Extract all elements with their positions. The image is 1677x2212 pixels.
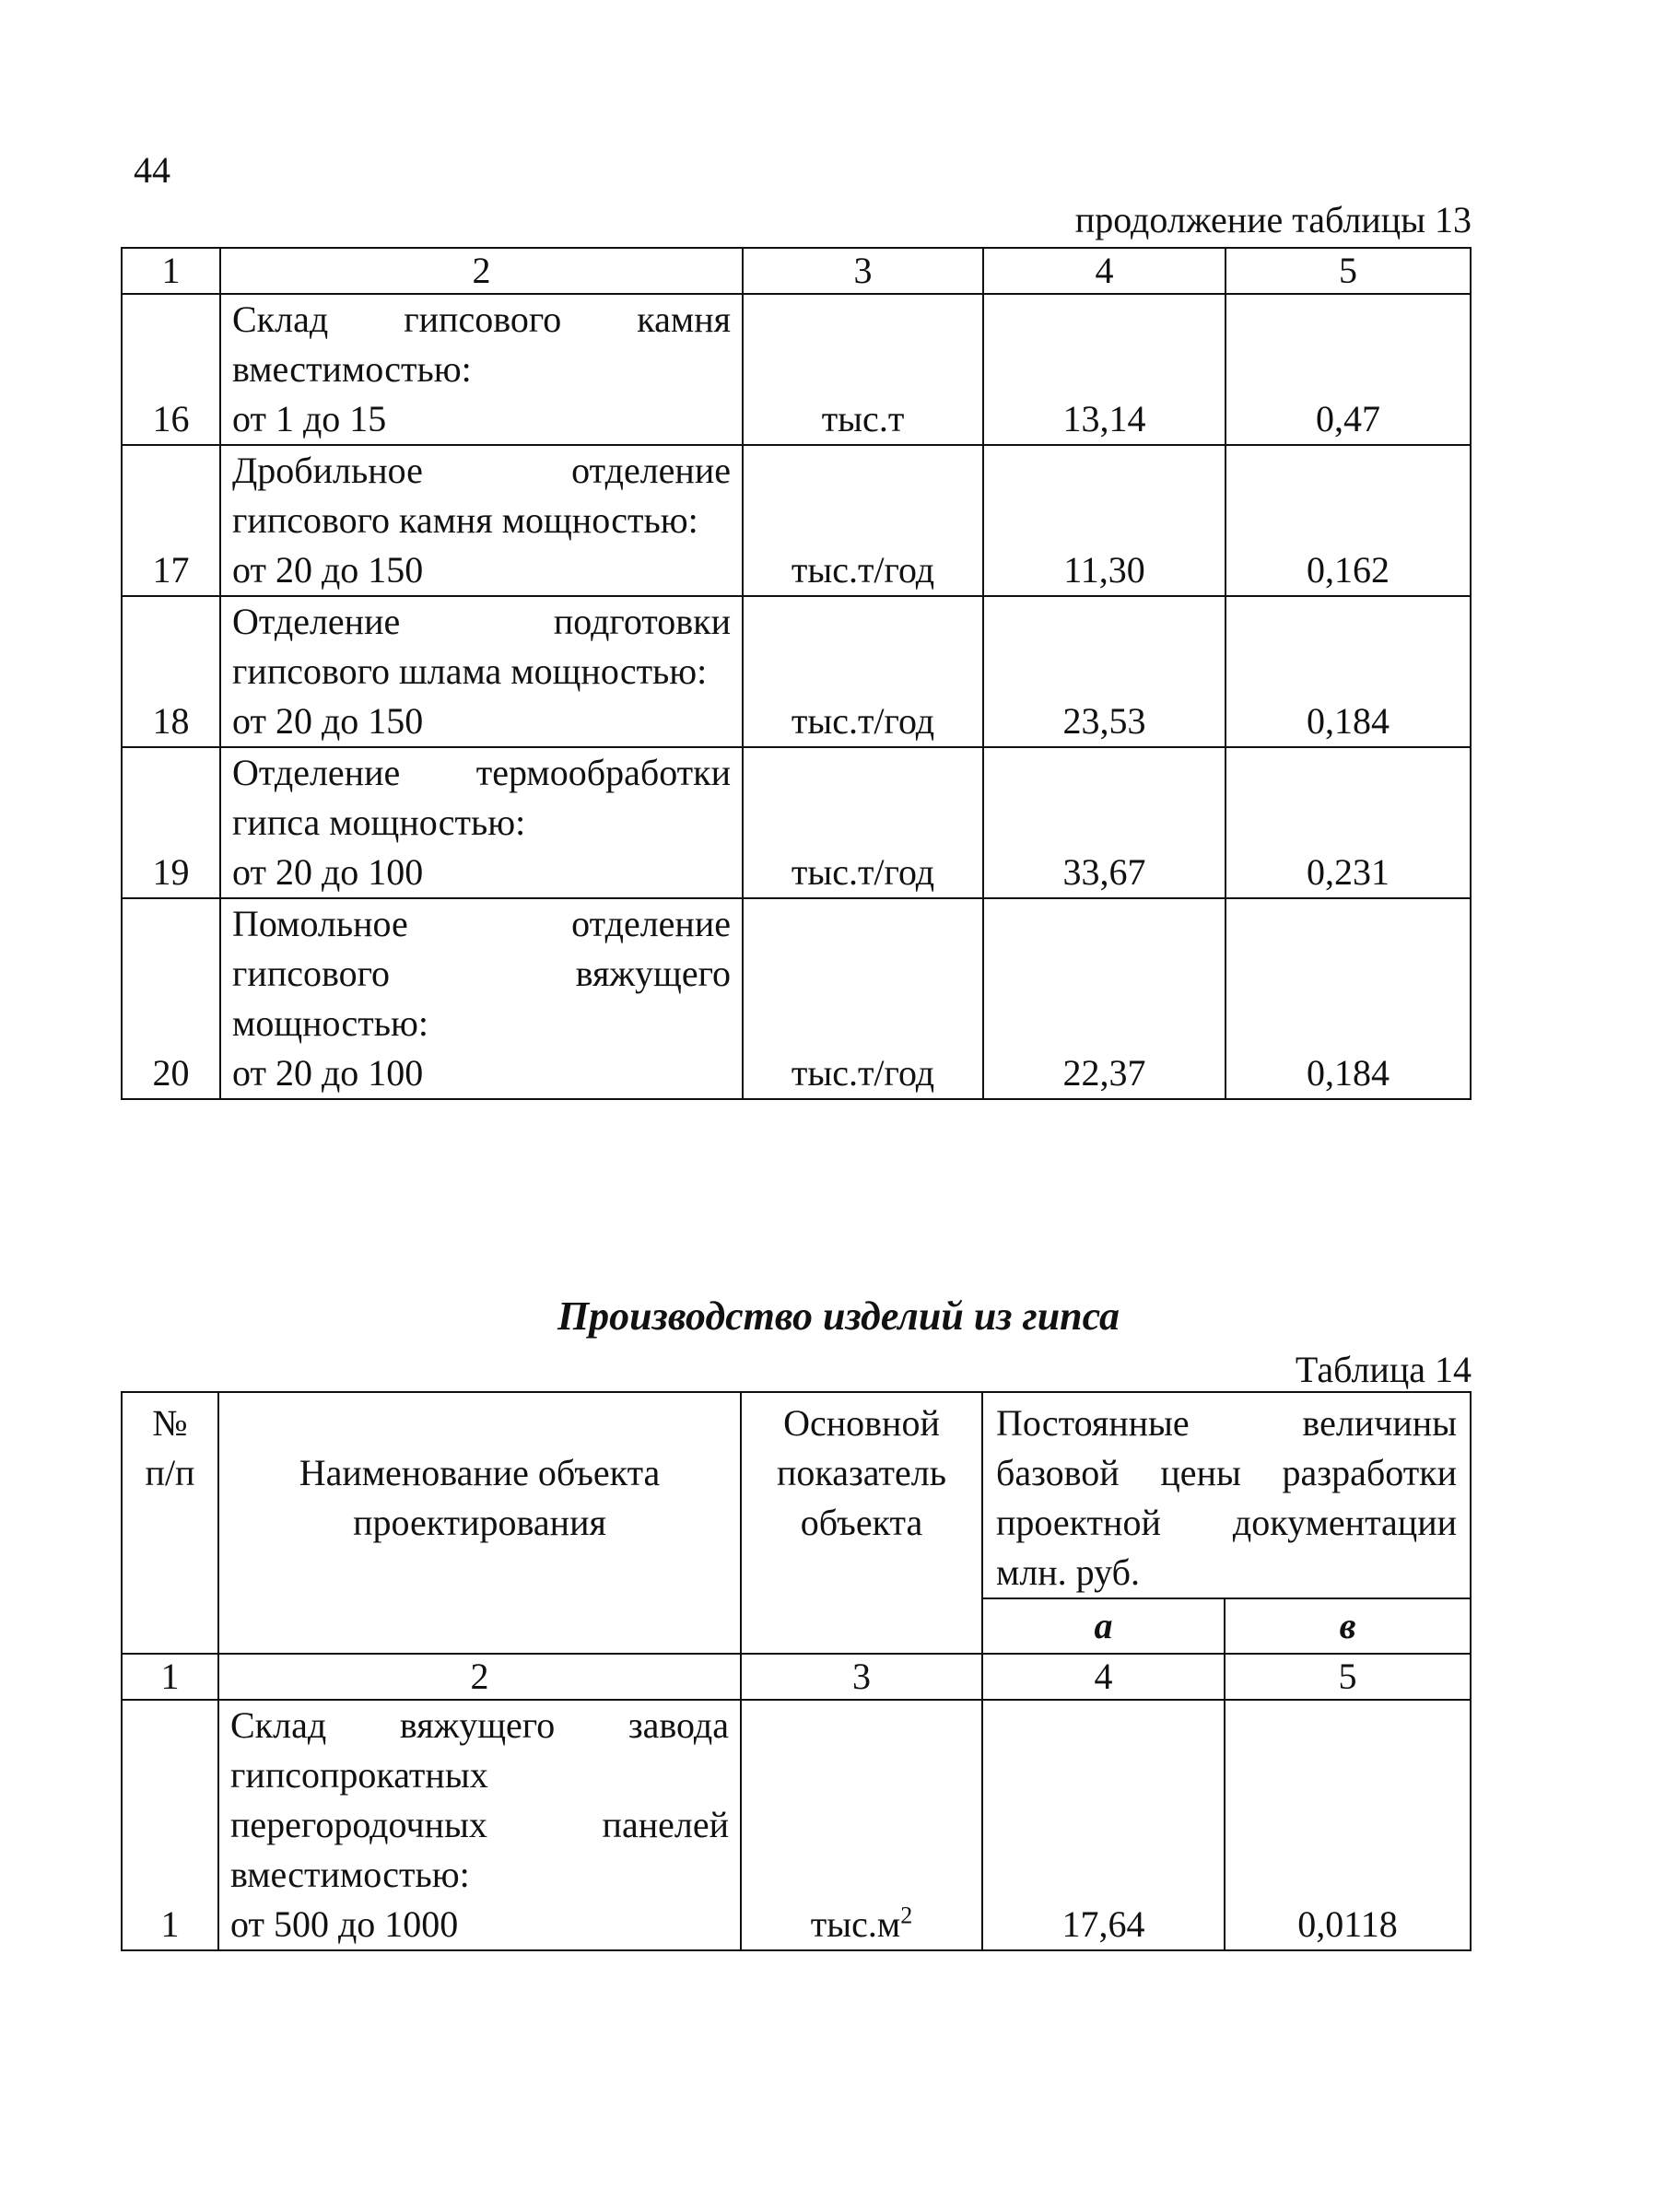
object-description: Отделение термообработки гипса мощностью: [232,752,731,843]
column-number: 4 [982,1654,1225,1700]
value-b: 0,47 [1226,294,1471,445]
unit: тыс.т/год [743,898,983,1099]
object-range: от 500 до 1000 [230,1903,459,1945]
section-title: Производство изделий из гипса [557,1293,1120,1339]
row-number: 20 [122,898,220,1099]
value-a: 23,53 [983,596,1226,747]
table-row [122,898,1471,1099]
value-b: 0,0118 [1225,1700,1471,1950]
header-name: Наименование объекта проектирования [218,1392,741,1654]
table-continuation-label: продолжение таблицы 13 [1074,199,1472,240]
value-a: 22,37 [983,898,1226,1099]
object-range: от 20 до 100 [232,1052,424,1094]
value-a: 11,30 [983,445,1226,596]
row-number: 18 [122,596,220,747]
table-row [122,596,1471,747]
row-number: 17 [122,445,220,596]
object-range: от 20 до 100 [232,851,424,893]
header-a: а [982,1598,1225,1654]
object-name [220,898,743,1099]
header-number: № п/п [122,1392,218,1654]
header-indicator: Основной показатель объекта [741,1392,982,1654]
table-14 [121,1391,1472,1951]
table-row [122,445,1471,596]
object-description: Дробильное отделение гипсового камня мощностью: [232,450,731,541]
page-number: 44 [134,149,170,191]
unit: тыс.т/год [743,445,983,596]
unit-superscript: 2 [900,1902,913,1929]
unit: тыс.т [743,294,983,445]
column-number: 2 [220,248,743,294]
value-b: 0,162 [1226,445,1471,596]
table-label: Таблица 14 [1295,1349,1472,1390]
value-a: 17,64 [982,1700,1225,1950]
column-number: 2 [218,1654,741,1700]
unit: тыс.т/год [743,596,983,747]
object-description: Помольное отделение гипсового вяжущего мощностью: [232,903,731,1044]
table-row [122,294,1471,445]
object-range: от 20 до 150 [232,700,424,742]
table-13 [121,247,1472,1100]
column-number-row [122,1654,1471,1700]
column-number: 1 [122,1654,218,1700]
object-description: Склад гипсового камня вместимостью: [232,298,731,390]
table-row [122,1700,1471,1950]
column-number: 1 [122,248,220,294]
header-row [122,1392,1471,1598]
column-number: 4 [983,248,1226,294]
column-number: 3 [741,1654,982,1700]
object-name [220,294,743,445]
value-b: 0,184 [1226,596,1471,747]
object-name [220,747,743,898]
object-description: Отделение подготовки гипсового шлама мощностью: [232,601,731,692]
header-b: в [1225,1598,1471,1654]
value-a: 33,67 [983,747,1226,898]
object-description: Склад вяжущего завода гипсопрокатных перегородочных панелей вместимостью: [230,1704,729,1895]
unit [741,1700,982,1950]
unit-text: тыс.м [810,1903,901,1945]
object-range: от 1 до 15 [232,398,387,439]
column-number-row [122,248,1471,294]
value-a: 13,14 [983,294,1226,445]
object-name [220,445,743,596]
object-range: от 20 до 150 [232,549,424,591]
table-row [122,747,1471,898]
value-b: 0,184 [1226,898,1471,1099]
column-number: 3 [743,248,983,294]
header-constants: Постоянные величины базовой цены разработки проектной документации млн. руб. [982,1392,1471,1598]
value-b: 0,231 [1226,747,1471,898]
object-name [220,596,743,747]
row-number: 16 [122,294,220,445]
unit: тыс.т/год [743,747,983,898]
row-number: 19 [122,747,220,898]
column-number: 5 [1225,1654,1471,1700]
column-number: 5 [1226,248,1471,294]
object-name [218,1700,741,1950]
row-number: 1 [122,1700,218,1950]
